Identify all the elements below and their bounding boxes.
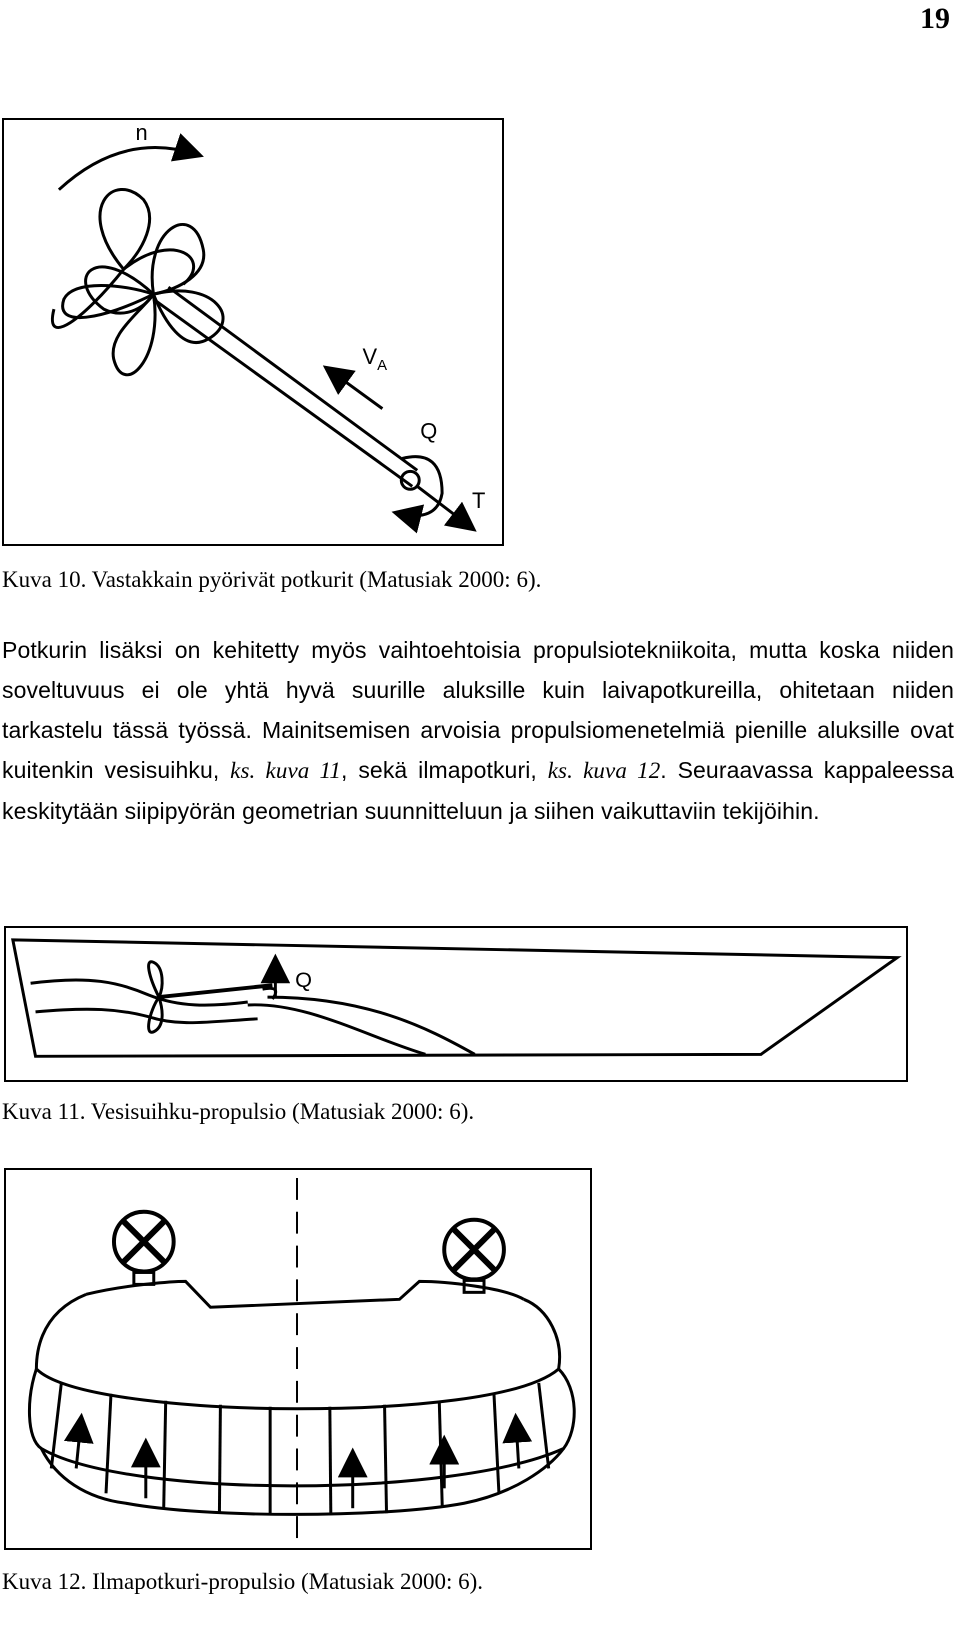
figure-12-air-propeller-propulsion [4, 1168, 592, 1550]
figure-11-caption: Kuva 11. Vesisuihku-propulsio (Matusiak 2000: 6). [2, 1099, 475, 1124]
thrust-label-t: T [471, 488, 486, 514]
hovercraft-drawing [6, 1170, 590, 1548]
paragraph-text-2: , sekä ilmapotkuri, [341, 757, 537, 783]
figure-12-caption: Kuva 12. Ilmapotkuri-propulsio (Matusiak 2000: 6). [2, 1569, 484, 1594]
figure-10-counter-rotating-propellers [2, 118, 504, 546]
paragraph-text-3: . Seuraavassa kappaleessa keskitytään siipipyörän geometrian suunnitteluun ja siihen vaikuttaviin tekijöihin. [2, 757, 954, 824]
torque-label-q: Q [420, 418, 438, 444]
waterjet-hull-drawing [6, 928, 906, 1080]
body-paragraph [2, 630, 954, 831]
paragraph-text-1: Potkurin lisäksi on kehitetty myös vaihtoehtoisia propulsiotekniikoita, mutta koska niiden soveltuvuus ei ole yhtä hyvä suurille aluksille kuin laivapotkureilla, ohitetaan niiden tarkastelu tässä työssä. Mainitsemisen arvoisia propulsiomenetelmiä pienille aluksille ovat kuitenkin vesisuihku, [2, 637, 954, 783]
figure-11-waterjet-propulsion [4, 926, 908, 1082]
torque-label-q: Q [295, 967, 313, 993]
page-number: 19 [920, 2, 950, 35]
velocity-label-va: $V_A$ [362, 343, 388, 374]
figure-12-reference: ks. kuva 12 [547, 758, 661, 783]
rotation-label-n: n [135, 120, 148, 145]
figure-10-caption: Kuva 10. Vastakkain pyörivät potkurit (Matusiak 2000: 6). [2, 567, 542, 592]
figure-11-reference: ks. kuva 11 [230, 758, 342, 783]
counter-rotating-propellers-drawing [4, 120, 502, 544]
